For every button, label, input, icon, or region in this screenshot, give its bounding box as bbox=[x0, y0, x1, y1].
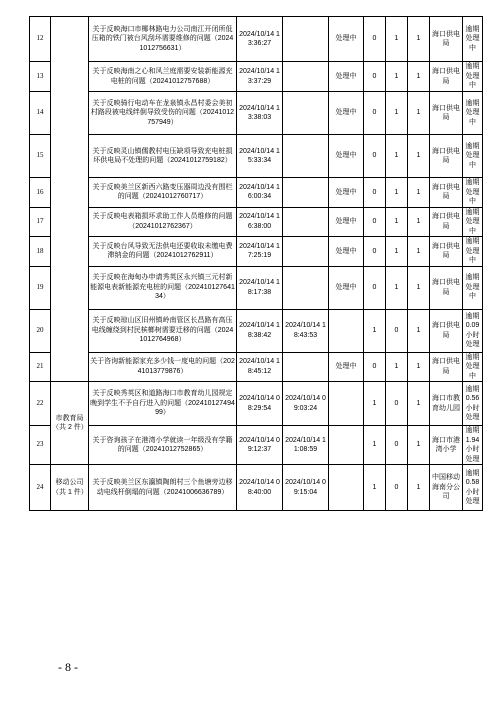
completed-time bbox=[283, 207, 329, 237]
issue-cell: 关于反映海口市椰林路电力公司南江开闭所低压箱的铁门被台风刮坏需要维修的问题（20241012756631） bbox=[89, 17, 237, 62]
table-row bbox=[30, 135, 483, 178]
completed-time bbox=[283, 17, 329, 62]
status-cell bbox=[329, 465, 364, 511]
note-cell: 逾期处理中 bbox=[463, 17, 483, 62]
table-row bbox=[30, 382, 483, 426]
table-row bbox=[30, 62, 483, 92]
unit-cell: 海口供电局 bbox=[430, 266, 463, 309]
received-time: 2024/10/14 08:40:00 bbox=[237, 465, 283, 511]
received-time: 2024/10/14 17:25:19 bbox=[237, 237, 283, 267]
count-cell: 1 bbox=[408, 17, 430, 62]
note-cell: 逾期处理中 bbox=[463, 207, 483, 237]
count-cell: 0 bbox=[386, 465, 408, 511]
status-cell bbox=[329, 309, 364, 352]
count-cell: 0 bbox=[364, 17, 386, 62]
count-cell: 0 bbox=[364, 62, 386, 92]
status-cell: 处理中 bbox=[329, 17, 364, 62]
row-index: 21 bbox=[30, 352, 51, 382]
unit-cell: 海口市港湾小学 bbox=[430, 426, 463, 465]
issue-cell: 关于反映电表箱损坏求助工作人员维修的问题（20241012762367） bbox=[89, 207, 237, 237]
completed-time: 2024/10/14 09:15:04 bbox=[283, 465, 329, 511]
completed-time bbox=[283, 135, 329, 178]
table-row bbox=[30, 237, 483, 267]
count-cell: 0 bbox=[364, 266, 386, 309]
count-cell: 1 bbox=[408, 207, 430, 237]
department-cell: 移动公司（共 1 件） bbox=[51, 465, 89, 511]
unit-cell: 海口供电局 bbox=[430, 309, 463, 352]
complaint-table bbox=[29, 16, 483, 511]
count-cell: 1 bbox=[408, 178, 430, 208]
table-row bbox=[30, 17, 483, 62]
count-cell: 0 bbox=[386, 309, 408, 352]
completed-time bbox=[283, 237, 329, 267]
completed-time bbox=[283, 352, 329, 382]
received-time: 2024/10/14 18:38:42 bbox=[237, 309, 283, 352]
received-time: 2024/10/14 16:38:00 bbox=[237, 207, 283, 237]
completed-time bbox=[283, 266, 329, 309]
received-time: 2024/10/14 13:37:29 bbox=[237, 62, 283, 92]
count-cell: 1 bbox=[408, 352, 430, 382]
status-cell: 处理中 bbox=[329, 207, 364, 237]
count-cell: 1 bbox=[364, 465, 386, 511]
unit-cell: 海口供电局 bbox=[430, 352, 463, 382]
issue-cell: 关于反映灵山镇儒教村电压缺项导致充电桩损坏供电局不处理的问题（20241012759182） bbox=[89, 135, 237, 178]
count-cell: 0 bbox=[364, 92, 386, 135]
received-time: 2024/10/14 18:45:12 bbox=[237, 352, 283, 382]
table-row bbox=[30, 207, 483, 237]
completed-time bbox=[283, 92, 329, 135]
status-cell: 处理中 bbox=[329, 62, 364, 92]
count-cell: 1 bbox=[386, 237, 408, 267]
count-cell: 1 bbox=[408, 237, 430, 267]
status-cell: 处理中 bbox=[329, 135, 364, 178]
count-cell: 1 bbox=[408, 92, 430, 135]
count-cell: 0 bbox=[364, 352, 386, 382]
completed-time bbox=[283, 62, 329, 92]
count-cell: 1 bbox=[408, 135, 430, 178]
count-cell: 1 bbox=[386, 178, 408, 208]
count-cell: 1 bbox=[386, 266, 408, 309]
completed-time bbox=[283, 178, 329, 208]
issue-cell: 关于反映美兰区东瀛镇陶朗村三个鱼塘旁边移动电线杆倒塌的问题（20241006636789） bbox=[89, 465, 237, 511]
note-cell: 逾期处理中 bbox=[463, 178, 483, 208]
count-cell: 1 bbox=[408, 309, 430, 352]
count-cell: 1 bbox=[364, 309, 386, 352]
count-cell: 0 bbox=[364, 207, 386, 237]
row-index: 15 bbox=[30, 135, 51, 178]
row-index: 19 bbox=[30, 266, 51, 309]
count-cell: 0 bbox=[364, 135, 386, 178]
row-index: 12 bbox=[30, 17, 51, 62]
completed-time: 2024/10/14 11:08:59 bbox=[283, 426, 329, 465]
received-time: 2024/10/14 09:12:37 bbox=[237, 426, 283, 465]
count-cell: 0 bbox=[364, 178, 386, 208]
issue-cell: 关于反映在海甸办申请秀英区永兴镇三元村新能源电表新能源充电桩的问题（20241012764134） bbox=[89, 266, 237, 309]
status-cell bbox=[329, 426, 364, 465]
row-index: 23 bbox=[30, 426, 51, 465]
table-row bbox=[30, 266, 483, 309]
unit-cell: 海口供电局 bbox=[430, 207, 463, 237]
count-cell: 1 bbox=[408, 62, 430, 92]
count-cell: 1 bbox=[408, 426, 430, 465]
row-index: 17 bbox=[30, 207, 51, 237]
count-cell: 1 bbox=[386, 352, 408, 382]
status-cell: 处理中 bbox=[329, 352, 364, 382]
page-number: - 8 - bbox=[58, 660, 78, 674]
table-row bbox=[30, 178, 483, 208]
note-cell: 逾期 0.58 小时处理 bbox=[463, 465, 483, 511]
issue-cell: 关于咨询新能源家充多少钱一度电的问题（20241013779876） bbox=[89, 352, 237, 382]
department-cell: 市教育局（共 2 件） bbox=[51, 382, 89, 465]
count-cell: 1 bbox=[408, 465, 430, 511]
department-cell bbox=[51, 17, 89, 382]
count-cell: 0 bbox=[386, 426, 408, 465]
row-index: 16 bbox=[30, 178, 51, 208]
count-cell: 1 bbox=[386, 207, 408, 237]
table-row bbox=[30, 465, 483, 511]
received-time: 2024/10/14 13:36:27 bbox=[237, 17, 283, 62]
received-time: 2024/10/14 08:29:54 bbox=[237, 382, 283, 426]
issue-cell: 关于反映美兰区新西六路变压器周边没有围栏的问题（20241012760717） bbox=[89, 178, 237, 208]
note-cell: 逾期处理中 bbox=[463, 352, 483, 382]
issue-cell: 关于反映秀英区和道路海口市教育幼儿园规定晚到学生不予自行进入的问题（20241012749499） bbox=[89, 382, 237, 426]
row-index: 14 bbox=[30, 92, 51, 135]
count-cell: 1 bbox=[364, 382, 386, 426]
row-index: 22 bbox=[30, 382, 51, 426]
received-time: 2024/10/14 13:38:03 bbox=[237, 92, 283, 135]
unit-cell: 海口供电局 bbox=[430, 62, 463, 92]
count-cell: 1 bbox=[386, 62, 408, 92]
table-row bbox=[30, 352, 483, 382]
row-index: 24 bbox=[30, 465, 51, 511]
note-cell: 逾期 0.09 小时处理 bbox=[463, 309, 483, 352]
count-cell: 0 bbox=[386, 382, 408, 426]
note-cell: 逾期 1.94 小时处理 bbox=[463, 426, 483, 465]
status-cell: 处理中 bbox=[329, 92, 364, 135]
status-cell: 处理中 bbox=[329, 178, 364, 208]
status-cell: 处理中 bbox=[329, 237, 364, 267]
received-time: 2024/10/14 16:00:34 bbox=[237, 178, 283, 208]
unit-cell: 海口市教育幼儿园 bbox=[430, 382, 463, 426]
table-row bbox=[30, 92, 483, 135]
unit-cell: 海口供电局 bbox=[430, 237, 463, 267]
row-index: 20 bbox=[30, 309, 51, 352]
unit-cell: 海口供电局 bbox=[430, 178, 463, 208]
issue-cell: 关于反映台风导致无法供电还要收取未缴电费滞纳金的问题（20241012762911） bbox=[89, 237, 237, 267]
unit-cell: 海口供电局 bbox=[430, 92, 463, 135]
completed-time: 2024/10/14 18:43:53 bbox=[283, 309, 329, 352]
table-row bbox=[30, 426, 483, 465]
count-cell: 1 bbox=[408, 266, 430, 309]
table-row bbox=[30, 309, 483, 352]
issue-cell: 关于反映海南之心和风兰庭需要安装新能源充电桩的问题（20241012757688） bbox=[89, 62, 237, 92]
status-cell bbox=[329, 382, 364, 426]
issue-cell: 关于反映琼山区旧州镇岭南管区长昌路有高压电线缠绕到村民槟榔树需要迁移的问题（20241012764968） bbox=[89, 309, 237, 352]
note-cell: 逾期处理中 bbox=[463, 92, 483, 135]
note-cell: 逾期处理中 bbox=[463, 62, 483, 92]
note-cell: 逾期处理中 bbox=[463, 266, 483, 309]
note-cell: 逾期处理中 bbox=[463, 237, 483, 267]
count-cell: 1 bbox=[386, 17, 408, 62]
unit-cell: 海口供电局 bbox=[430, 135, 463, 178]
count-cell: 1 bbox=[386, 135, 408, 178]
count-cell: 1 bbox=[364, 426, 386, 465]
note-cell: 逾期处理中 bbox=[463, 135, 483, 178]
count-cell: 0 bbox=[364, 237, 386, 267]
note-cell: 逾期 0.56 小时处理 bbox=[463, 382, 483, 426]
count-cell: 1 bbox=[408, 382, 430, 426]
issue-cell: 关于反映骑行电动车在龙泉镇永昌村委会美初村路段被电线绊倒导致受伤的问题（20241012757949） bbox=[89, 92, 237, 135]
count-cell: 1 bbox=[386, 92, 408, 135]
received-time: 2024/10/14 18:17:38 bbox=[237, 266, 283, 309]
unit-cell: 海口供电局 bbox=[430, 17, 463, 62]
received-time: 2024/10/14 15:33:34 bbox=[237, 135, 283, 178]
row-index: 13 bbox=[30, 62, 51, 92]
issue-cell: 关于咨询孩子在港湾小学就读一年级没有学籍的问题（20241012752865） bbox=[89, 426, 237, 465]
unit-cell: 中国移动海南分公司 bbox=[430, 465, 463, 511]
row-index: 18 bbox=[30, 237, 51, 267]
status-cell: 处理中 bbox=[329, 266, 364, 309]
completed-time: 2024/10/14 09:03:24 bbox=[283, 382, 329, 426]
